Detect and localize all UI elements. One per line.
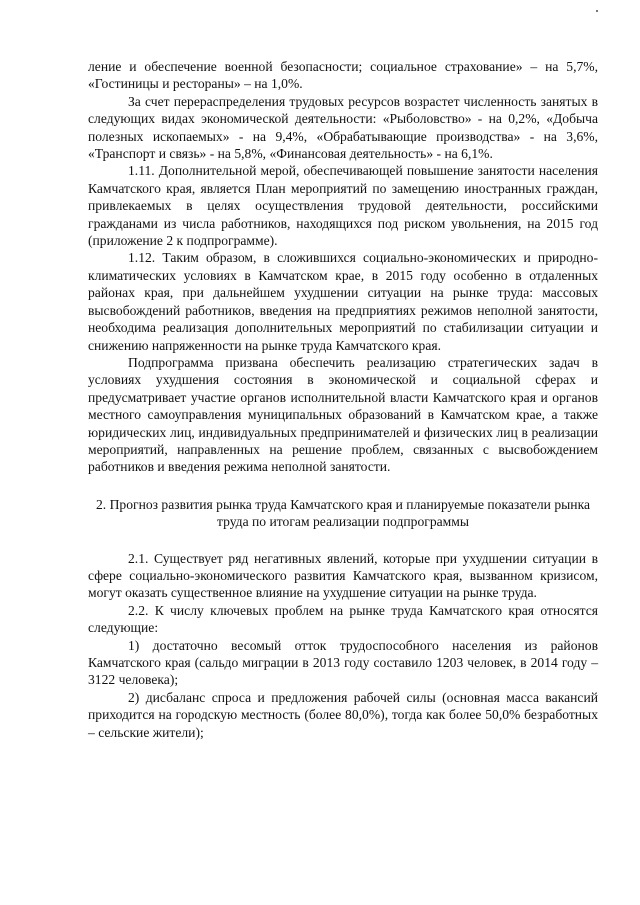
- section-heading: 2. Прогноз развития рынка труда Камчатского края и планируемые показатели рынка труда по итогам реализации подпрограммы: [95, 496, 590, 530]
- paragraph-subprogram-purpose: Подпрограмма призвана обеспечить реализацию стратегических задач в условиях ухудшения состояния в экономической и социальной сферах и предусматривает участие органов исполнительной власти Камчатского края и органов местного самоуправления муниципальных образований в Камчатском крае, а также юридических лиц, индивидуальных предпринимателей и физических лиц в реализации мероприятий, направленных на решение проблем, связанных с высвобождением работников и введения режима неполной занятости.: [88, 354, 598, 475]
- paragraph-2-2: 2.2. К числу ключевых проблем на рынке труда Камчатского края относятся следующие:: [88, 602, 598, 636]
- spacer: [88, 531, 598, 550]
- document-body: [88, 58, 598, 741]
- paragraph-1-12: 1.12. Таким образом, в сложившихся социально-экономических и природно-климатических условиях в Камчатском крае, в 2015 году особенно в отдаленных районах края, при дальнейшем ухудшении ситуации на рынке труда: массовых высвобождений работников, введения на предприятиях режимов неполной занятости, необходима реализация дополнительных мероприятий по стабилизации ситуации и снижению напряженности на рынке труда Камчатского края.: [88, 250, 598, 353]
- paragraph-labor-redistribution: За счет перераспределения трудовых ресурсов возрастет численность занятых в следующих видах экономической деятельности: «Рыболовство» - на 0,2%, «Добыча полезных ископаемых» - на 9,4%, «Обрабатывающие производства» - на 3,6%, «Транспорт и связь» - на 5,8%, «Финансовая деятельность» - на 6,1%.: [88, 93, 598, 162]
- paragraph-1-11: 1.11. Дополнительной мерой, обеспечивающей повышение занятости населения Камчатского края, является План мероприятий по замещению иностранных граждан, привлекаемых в целях осуществления трудовой деятельности, российскими гражданами из числа работников, находящихся под риском увольнения, на 2015 год (приложение 2 к подпрограмме).: [88, 163, 598, 249]
- paragraph-2-1: 2.1. Существует ряд негативных явлений, которые при ухудшении ситуации в сфере социально-экономического развития Камчатского края, вызванном кризисом, могут оказать существенное влияние на ухудшение ситуации на рынке труда.: [88, 550, 598, 601]
- paragraph-continuation: ление и обеспечение военной безопасности; социальное страхование» – на 5,7%, «Гостиницы и рестораны» – на 1,0%.: [88, 59, 598, 92]
- spacer: [88, 476, 598, 496]
- list-item-1: 1) достаточно весомый отток трудоспособного населения из районов Камчатского края (сальдо миграции в 2013 году составило 1203 человек, в 2014 году – 3122 человека);: [88, 637, 598, 688]
- scan-speck: [596, 10, 598, 12]
- list-item-2: 2) дисбаланс спроса и предложения рабочей силы (основная масса вакансий приходится на городскую местность (более 80,0%), тогда как более 50,0% безработных – сельские жители);: [88, 689, 598, 740]
